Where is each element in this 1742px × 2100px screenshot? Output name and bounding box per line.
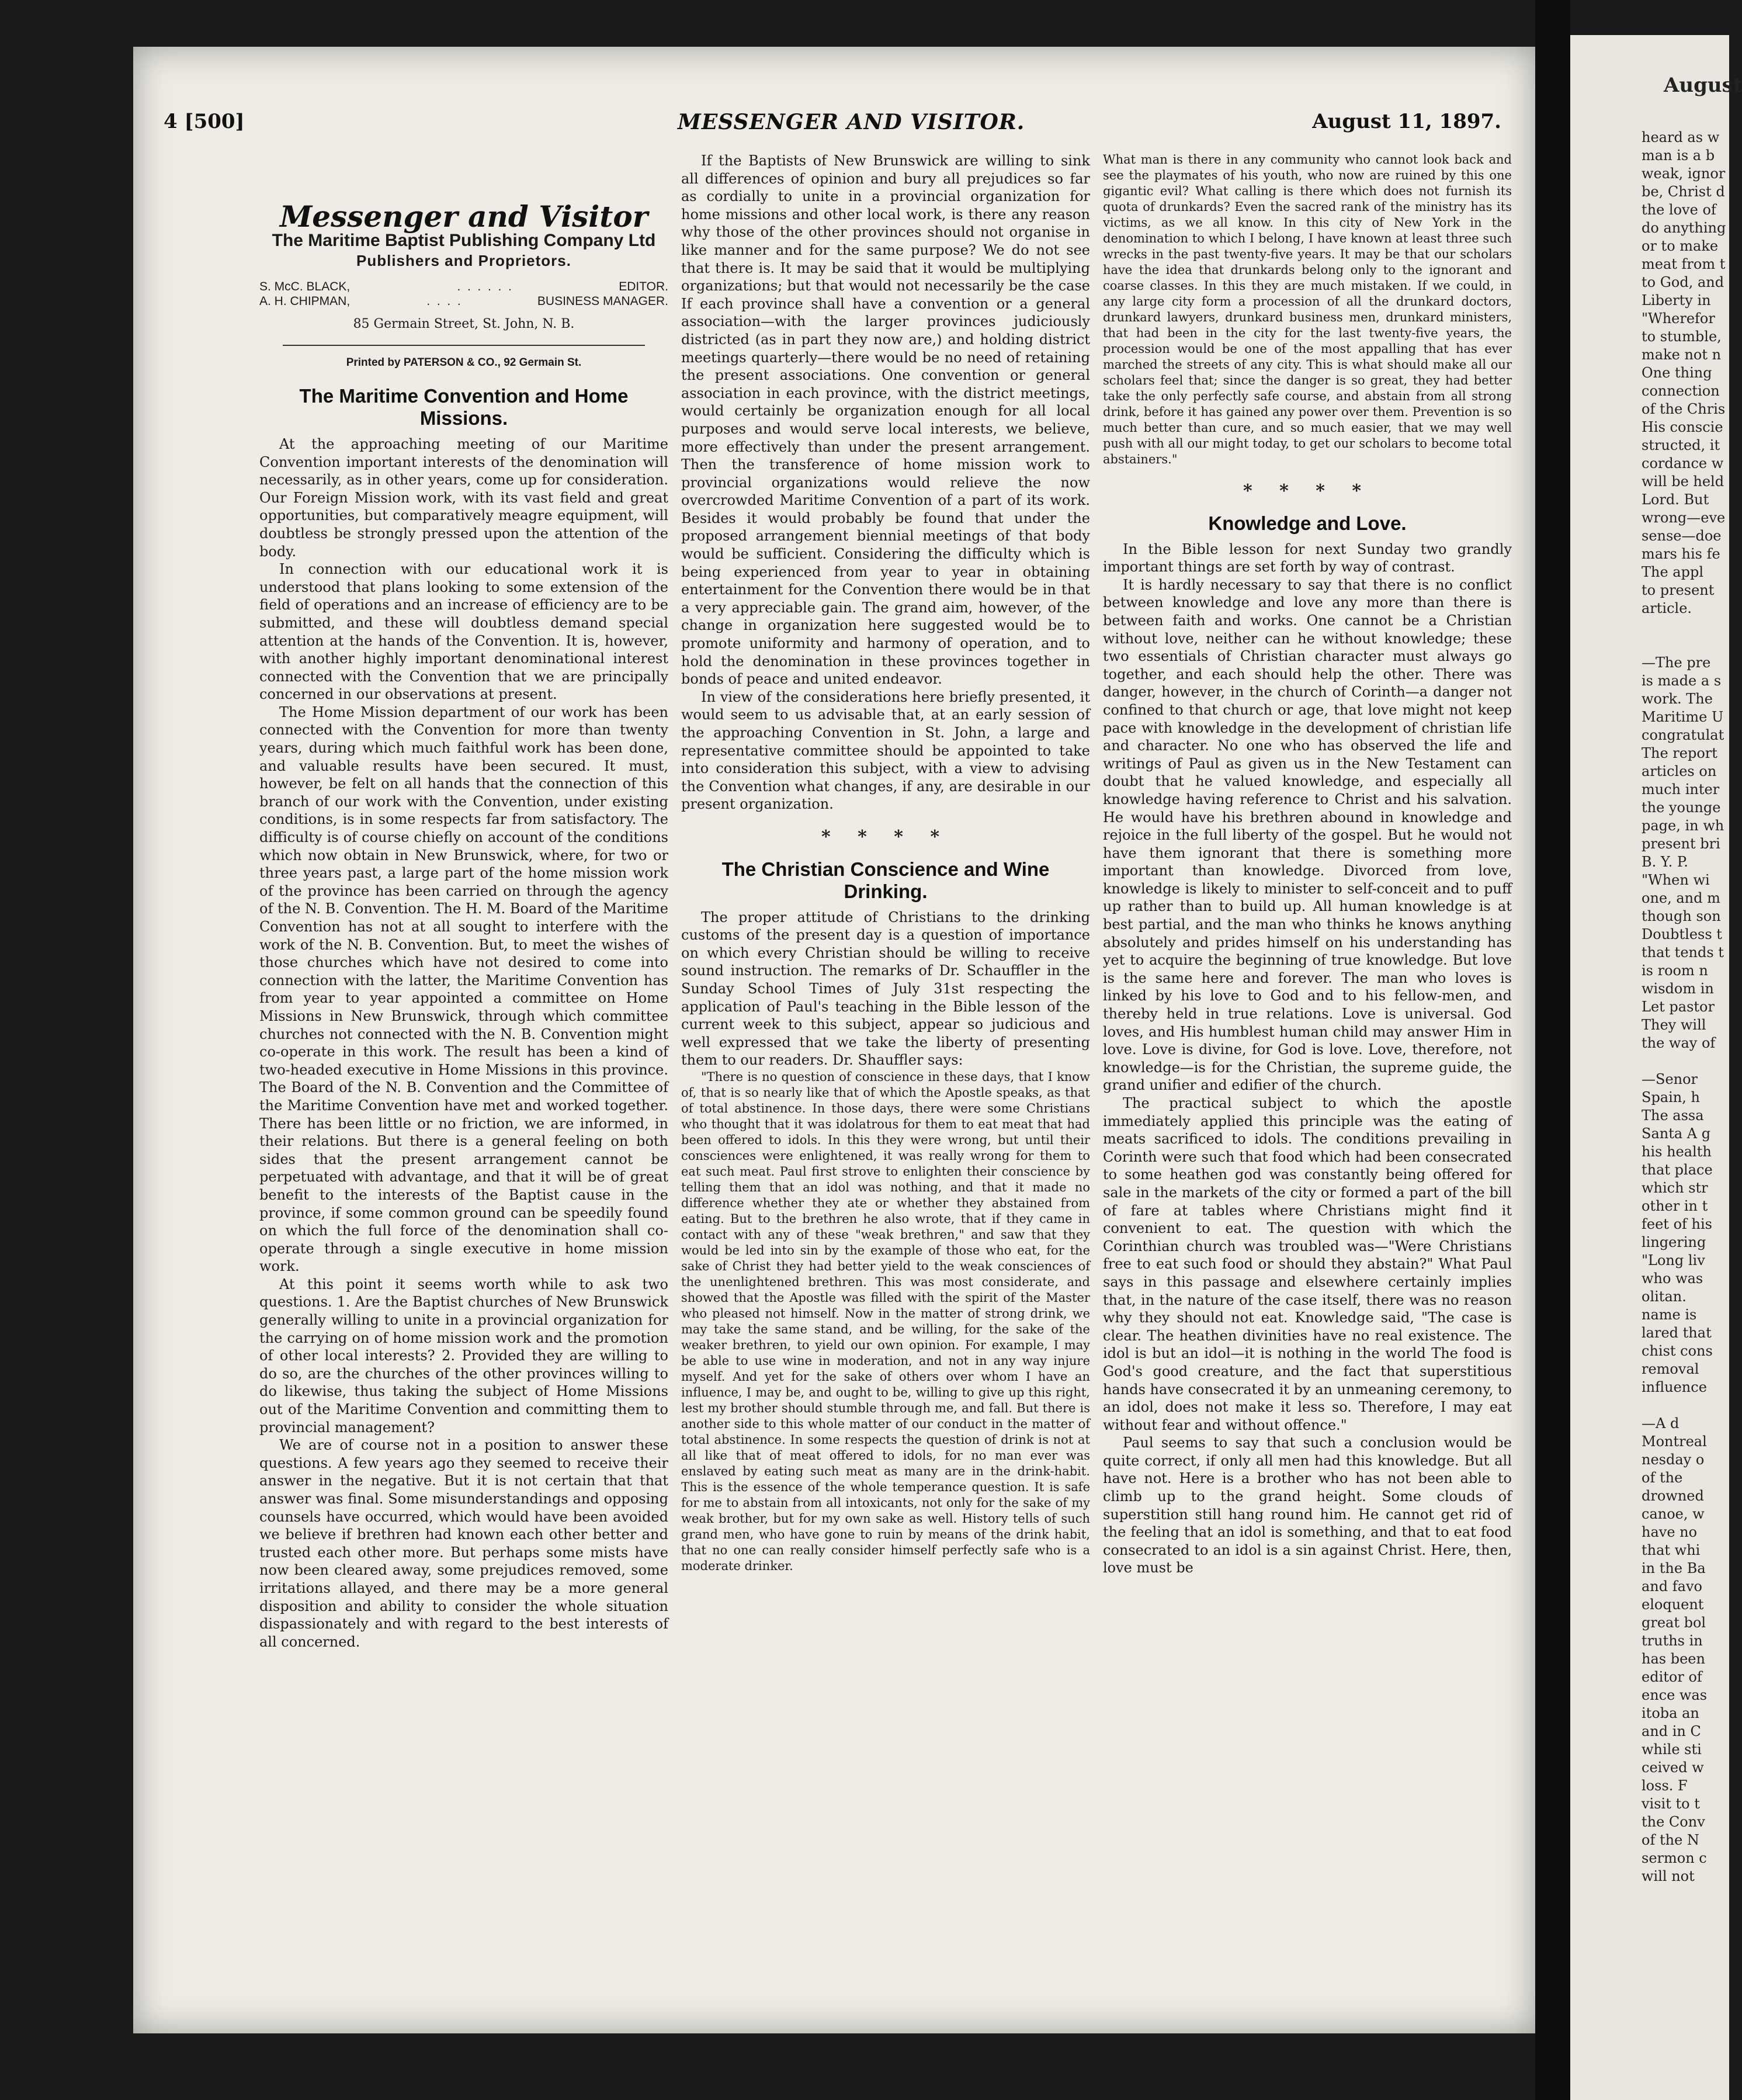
issue-date: August 11, 1897.	[1312, 110, 1501, 133]
manager-role: BUSINESS MANAGER.	[537, 294, 668, 308]
article-title: The Christian Conscience and Wine Drinking.	[721, 858, 1050, 902]
article-paragraph: It is hardly necessary to say that there is no conflict between knowledge and love any more than there is between faith and works. One cannot be a Christian without love, neither can he without knowledge; these two essentials of Christian character must always go together, and each should help the other. There was danger, however, in the church of Corinth—a danger not confined to that church or age, that love might not keep pace with knowledge in the development of christian life and character. No one who has observed the life and writings of Paul as given us in the New Testament can doubt that he valued knowledge, and especially all knowledge having reference to Christ and his salvation. He would have his brethren abound in knowledge and rejoice in the full liberty of the gospel. But he would not have them ignorant that there is something more important than knowledge. Divorced from love, knowledge is likely to minister to self-conceit and to puff up rather than to build up. All human knowledge is at best partial, and the man who thinks he knows anything absolutely and prides himself on his understanding has yet to acquire the beginning of true knowledge. But love is the same here and forever. The man who loves is linked by his love to God and to his fellow-men, and thereby held in true relations. Love is universal. God loves, and His humblest human child may answer Him in love. Love is divine, for God is love. Love, therefore, not knowledge—is for the Christian, the supreme guide, the grand unifier and edifier of the church.	[1103, 576, 1512, 1094]
section-separator: * * * *	[821, 826, 950, 847]
article-paragraph: The proper attitude of Christians to the drinking customs of the present day is a question of importance on which every Christian should be willing to receive sound instruction. The remarks of Dr. Schauffler in the Sunday School Times of July 31st respecting the application of Paul's teaching in the Bible lesson of the current week to this subject, appear so judicious and well expressed that we take the liberty of presenting them to our readers. Dr. Shauffler says:	[681, 909, 1090, 1069]
page-number: 4 [500]	[164, 110, 245, 133]
article-paragraph: Paul seems to say that such a conclusion would be quite correct, if only all men had this knowledge. But all have not. Here is a brother who has not been able to climb up to the grand height. Some clouds of superstition still hang round him. He cannot get rid of the feeling that an idol is something, and that to eat food consecrated to an idol is a sin against Christ. Here, then, love must be	[1103, 1434, 1512, 1576]
publishers-line: Publishers and Proprietors.	[356, 252, 571, 270]
adjacent-page-text: heard as w man is a b weak, ignor be, Christ d the love of do anything or to make meat from t to God, and Liberty in "Wherefor to stumble, make not n One thing connection of the Chris His conscie structed, it cordance w will be held Lord. But wrong—eve sense—doe mars his fe The appl to present article. —The pre is made a s work. The Maritime U congratulat The report articles on much inter the younge page, in wh present bri B. Y. P. "When wi one, and m though son Doubtless t that tends t is room n wisdom in Let pastor They will the way of —Senor Spain, h The assa Santa A g his health that place which str other in t feet of his lingering "Long liv who was olitan. name is lared that chist cons removal influence —A d Montreal nesday o of the drowned canoe, w have no that whi in the Ba and favo eloquent great bol truths in has been editor of ence was itoba an and in C while sti ceived w loss. F visit to t the Conv of the N sermon c will not	[1642, 129, 1726, 1884]
article-paragraph: In view of the considerations here briefly presented, it would seem to us advisable that, at an early session of the approaching Convention in St. John, a large and representative committee should be appointed to take into consideration this subject, with a view to advising the Convention what changes, if any, are desirable in our present organization.	[681, 688, 1090, 813]
page-gutter	[1535, 0, 1570, 2100]
article-quote: What man is there in any community who cannot look back and see the playmates of his youth, who now are ruined by this one gigantic evil? What calling is there which does not furnish its quota of drunkards? Even the sacred rank of the ministry has its victims, as we all know. In this city of New York in the denomination to which I belong, I have known at least three such wrecks in the past twenty-five years. It may be that our scholars have the idea that drunkards belong only to the ignorant and coarse classes. In this they are much mistaken. If we could, in any large city form a procession of all the drunkard doctors, drunkard lawyers, drunkard business men, drunkard ministers, that had been in the city for the last twenty-five years, the procession would be one of the most appalling that has ever marched the streets of any city. This is what should make all our scholars feel that; since the danger is so great, they had better take the only perfectly safe course, and abstain from all strong drink, before it has gained any power over them. Prevention is so much better than cure, and so much easier, that we may well push with all our might today, to get our scholars to become total abstainers."	[1103, 153, 1512, 466]
adjacent-page	[1570, 35, 1742, 2100]
editor-role: EDITOR.	[619, 279, 668, 293]
column-3	[1103, 152, 1512, 1577]
article-paragraph: If the Baptists of New Brunswick are willing to sink all differences of opinion and bury all prejudices so far as cordially to unite in a provincial organization for home missions and other local work, is there any reason why those of the other provinces should not organise in like manner and for the same purpose? We do not see that there is. It may be said that it would be multiplying organizations; but that would not necessarily be the case If each province shall have a convention or a general association—with the larger provinces judiciously districted (as in part they now are,) and holding district meetings quarterly—there would be no need of retaining the present associations. One convention or general association in each province, with the district meetings, would certainly be organization enough for all local purposes and would serve local interests, we believe, more effectively than under the present arrangement. Then the transference of home mission work to provincial organizations would relieve the now overcrowded Maritime Convention of a part of its work. Besides it would probably be found that under the proposed arrangement biennial meetings of that body would be sufficient. Considering the difficulty which is being experienced from year to year in obtaining entertainment for the Convention there would be in that a very appreciable gain. The grand aim, however, of the change in organization here suggested would be to promote uniformity and harmony of operation, and to hold the denomination in these provinces together in bonds of peace and united endeavor.	[681, 153, 1090, 688]
article-title: The Maritime Convention and Home Missions.	[299, 384, 629, 429]
article-paragraph: The Home Mission department of our work has been connected with the Convention for more than twenty years, during which much faithful work has been done, and valuable results have been secured. It must, however, be felt on all hands that the connection of this branch of our work with the Convention, under existing conditions, is in some respects far from satisfactory. The difficulty is of course chiefly on account of the conditions which now obtain in New Brunswick, where, for two or three years past, a large part of the home mission work of the province has been carried on through the agency of the N. B. Convention. The H. M. Board of the Maritime Convention has not at all sought to interfere with the work of the N. B. Convention. But, to meet the wishes of those churches which have not desired to come into connection with the latter, the Maritime Convention has from year to year appointed a committee on Home Missions in New Brunswick, through which committee churches not connected with the N. B. Convention might co-operate in this work. The result has been a kind of two-headed executive in Home Missions in this province. The Board of the N. B. Convention and the Committee of the Maritime Convention have met and worked together. There has been little or no friction, we are informed, in their relations. But there is a general feeling on both sides that the present arrangement cannot be perpetuated with advantage, and that it will be of great benefit to the interests of the Baptist cause in the province, if some common ground can be speedily found on which the full force of the denomination shall co-operate through a single executive in home mission work.	[259, 704, 668, 1275]
article-paragraph: At the approaching meeting of our Maritime Convention important interests of the denomination will necessarily, as in other years, come up for consideration. Our Foreign Mission work, with its vast field and great opportunities, but comparatively meagre equipment, will doubtless be strongly pressed upon the attention of the body.	[259, 435, 668, 560]
newspaper-page	[133, 47, 1535, 2033]
section-separator: * * * *	[1243, 481, 1372, 501]
office-address: 85 Germain Street, St. John, N. B.	[353, 316, 575, 331]
article-paragraph: In the Bible lesson for next Sunday two grandly important things are set forth by way of contrast.	[1103, 540, 1512, 576]
printer-line: Printed by PATERSON & CO., 92 Germain St.	[346, 356, 582, 369]
editor-name: S. McC. BLACK,	[259, 279, 351, 293]
column-1	[259, 152, 668, 1651]
adjacent-page-header: August	[1664, 74, 1742, 97]
article-paragraph: At this point it seems worth while to ask two questions. 1. Are the Baptist churches of New Brunswick generally willing to unite in a provincial organization for the carrying on of home mission work and the promotion of other local interests? 2. Provided they are willing to do so, are the churches of the other provinces willing to do likewise, thus taking the subject of Home Missions out of the Maritime Convention and committing them to provincial management?	[259, 1276, 668, 1436]
article-paragraph: In connection with our educational work it is understood that plans looking to some extension of the field of operations and an increase of efficiency are to be submitted, and these will doubtless demand special attention at the hands of the Convention. It is, however, with another highly important denominational interest connected with the Convention that we are principally concerned in our observations at present.	[259, 561, 668, 703]
paper-title: MESSENGER AND VISITOR.	[678, 110, 1025, 134]
article-paragraph: We are of course not in a position to answer these questions. A few years ago they seemed to receive their answer in the negative. But it is not certain that that answer was final. Some misunderstandings and opposing counsels have occurred, which would have been avoided we believe if brethren had known each other better and trusted each other more. But perhaps some mists have now been cleared away, some prejudices removed, some irritations allayed, and there may be a more general disposition and ability to consider the whole situation dispassionately and with regard to the best interests of all concerned.	[259, 1437, 668, 1650]
article-paragraph: The practical subject to which the apostle immediately applied this principle was the eating of meats sacrificed to idols. The conditions prevailing in Corinth were such that food which had been consecrated to some heathen god was constantly being offered for sale in the markets of the city or formed a part of the bill of fare at tables where Christians might find it convenient to eat. The question with which the Corinthian church was troubled was—"Were Christians free to eat such food or should they abstain?" What Paul says in this passage and elsewhere certainly implies that, in the nature of the case itself, there was no reason why they should not eat. Knowledge said, "The case is clear. The heathen divinities have no real existence. The idol is but an idol—it is nothing in the world The food is God's good creature, and the fact that superstitious hands have consecrated it by an unmeaning ceremony, to an idol, does not make it less so. Therefore, I may eat without fear and without offence."	[1103, 1095, 1512, 1433]
staff-list	[259, 279, 668, 309]
staff-row-manager: A. H. CHIPMAN, . . . . BUSINESS MANAGER.	[259, 294, 668, 308]
article-title: Knowledge and Love.	[1208, 512, 1407, 534]
company-name: The Maritime Baptist Publishing Company Ltd	[272, 230, 656, 250]
masthead-title: Messenger and Visitor	[279, 199, 648, 234]
staff-row-editor: S. McC. BLACK, . . . . . . EDITOR.	[259, 279, 668, 293]
article-quote: "There is no question of conscience in these days, that I know of, that is so nearly like that of which the Apostle speaks, as that of total abstinence. In those days, there were some Christians who thought that it was idolatrous for them to eat meat that had been offered to idols. In this they were wrong, but until their consciences were enlightened, it was really wrong for them to eat such meat. Paul first strove to enlighten their conscience by telling them that an idol was nothing, and that it made no difference whether they ate or whether they abstained from eating. But to the brethren he also wrote, that if they came in contact with any of these "weak brethren," and saw that they would be led into sin by the example of those who eat, for the sake of Christ they had better yield to the weak consciences of the unenlightened brethren. This was most considerate, and showed that the Apostle was filled with the spirit of the Master who pleased not himself. Now in the matter of strong drink, we may take the same stand, and be willing, for the sake of the weaker brethren, to yield our own opinion. For example, I may be able to use wine in moderation, and not in any way injure myself. And yet for the sake of others over whom I have an influence, I may be, and ought to be, willing to give up this right, lest my brother should stumble through me, and fall. But there is another side to this whole matter of our conduct in the matter of total abstinence. In some respects the question of drink is not at all like that of meat offered to idols, for no man ever was enslaved by eating such meat as many are in the drink-habit. This is the essence of the whole temperance question. It is safe for me to abstain from all intoxicants, not only for the sake of my weak brother, but for my own sake as well. History tells of such grand men, who have gone to ruin by means of the drink habit, that no one can really consider himself perfectly safe who is a moderate drinker.	[681, 1069, 1090, 1573]
page-header	[164, 110, 1507, 139]
manager-name: A. H. CHIPMAN,	[259, 294, 351, 308]
column-2	[681, 152, 1090, 1574]
divider	[283, 345, 645, 346]
